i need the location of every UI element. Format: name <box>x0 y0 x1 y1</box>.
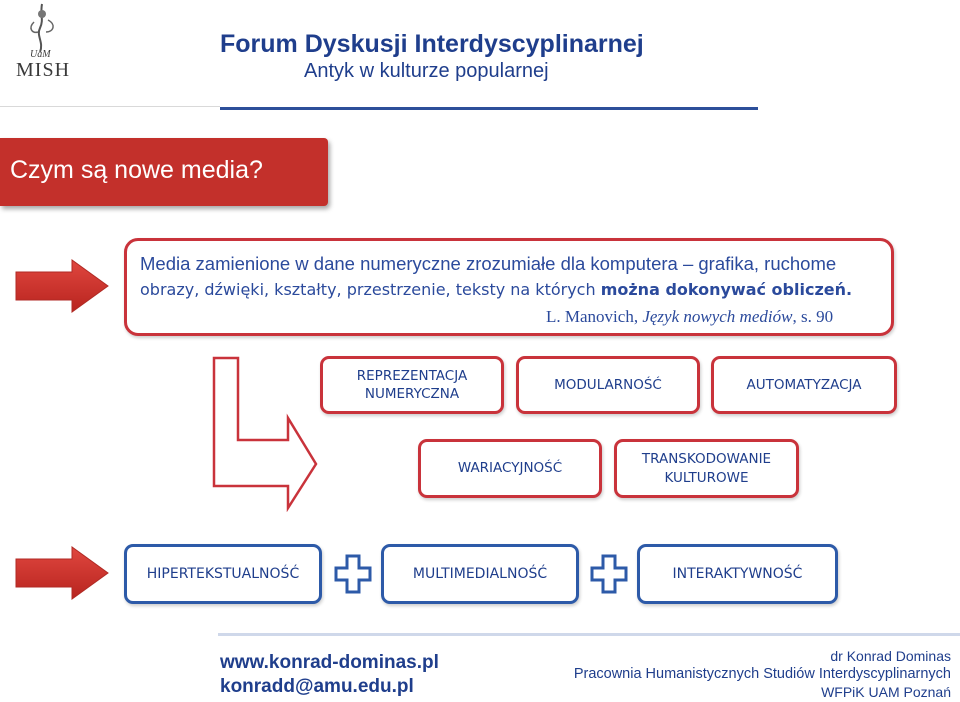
citation-title: Język nowych mediów <box>642 307 793 326</box>
quote-citation <box>546 307 833 327</box>
feature-box <box>124 544 322 604</box>
citation-author: L. Manovich, <box>546 307 643 326</box>
feature-box <box>637 544 838 604</box>
plus-icon <box>334 554 372 594</box>
principle-box <box>711 356 897 414</box>
principle-box <box>320 356 504 414</box>
bent-arrow-icon <box>208 354 320 512</box>
section-title: Czym są nowe media? <box>10 156 263 184</box>
quote-line-2-plain: obrazy, dźwięki, kształty, przestrzenie, teksty na których <box>140 280 601 299</box>
footer-divider <box>218 633 960 636</box>
footer-lab: Pracownia Humanistycznych Studiów Interdyscyplinarnych <box>573 666 951 682</box>
right-arrow-icon <box>14 545 110 601</box>
feature-box <box>381 544 579 604</box>
header-divider-light <box>0 106 220 107</box>
feature-label: HIPERTEKSTUALNOŚĆ <box>146 565 300 582</box>
principle-label: WARIACYJNOŚĆ <box>457 460 563 477</box>
principle-box <box>516 356 700 414</box>
logo-wordmark <box>16 50 70 80</box>
principle-box <box>614 439 799 498</box>
footer-faculty: WFPiK UAM Poznań <box>821 684 951 700</box>
plus-icon <box>590 554 628 594</box>
right-arrow-icon <box>14 258 110 314</box>
logo-mish-text: MISH <box>16 59 71 81</box>
forum-title: Forum Dyskusji Interdyscyplinarnej <box>220 30 644 58</box>
principle-box <box>418 439 602 498</box>
footer-email-link[interactable]: konradd@amu.edu.pl <box>220 676 414 697</box>
footer-author: dr Konrad Dominas <box>830 648 951 664</box>
citation-page: , s. 90 <box>792 307 834 326</box>
principle-label: AUTOMATYZACJA <box>746 376 862 393</box>
logo-uam-text: UaM <box>30 49 51 60</box>
principle-label: TRANSKODOWANIE KULTUROWE <box>641 451 772 486</box>
footer-website-link[interactable]: www.konrad-dominas.pl <box>220 652 439 673</box>
forum-subtitle: Antyk w kulturze popularnej <box>304 60 549 82</box>
principle-label: MODULARNOŚĆ <box>554 376 662 393</box>
quote-line-2-bold: można dokonywać obliczeń. <box>600 280 853 299</box>
principle-label: REPREZENTACJA NUMERYCZNA <box>356 367 468 402</box>
quote-line-1: Media zamienione w dane numeryczne zrozumiałe dla komputera – grafika, ruchome <box>140 253 837 274</box>
feature-label: MULTIMEDIALNOŚĆ <box>412 565 548 582</box>
header-divider <box>220 107 758 110</box>
quote-line-2 <box>140 280 852 299</box>
feature-label: INTERAKTYWNOŚĆ <box>672 565 803 582</box>
